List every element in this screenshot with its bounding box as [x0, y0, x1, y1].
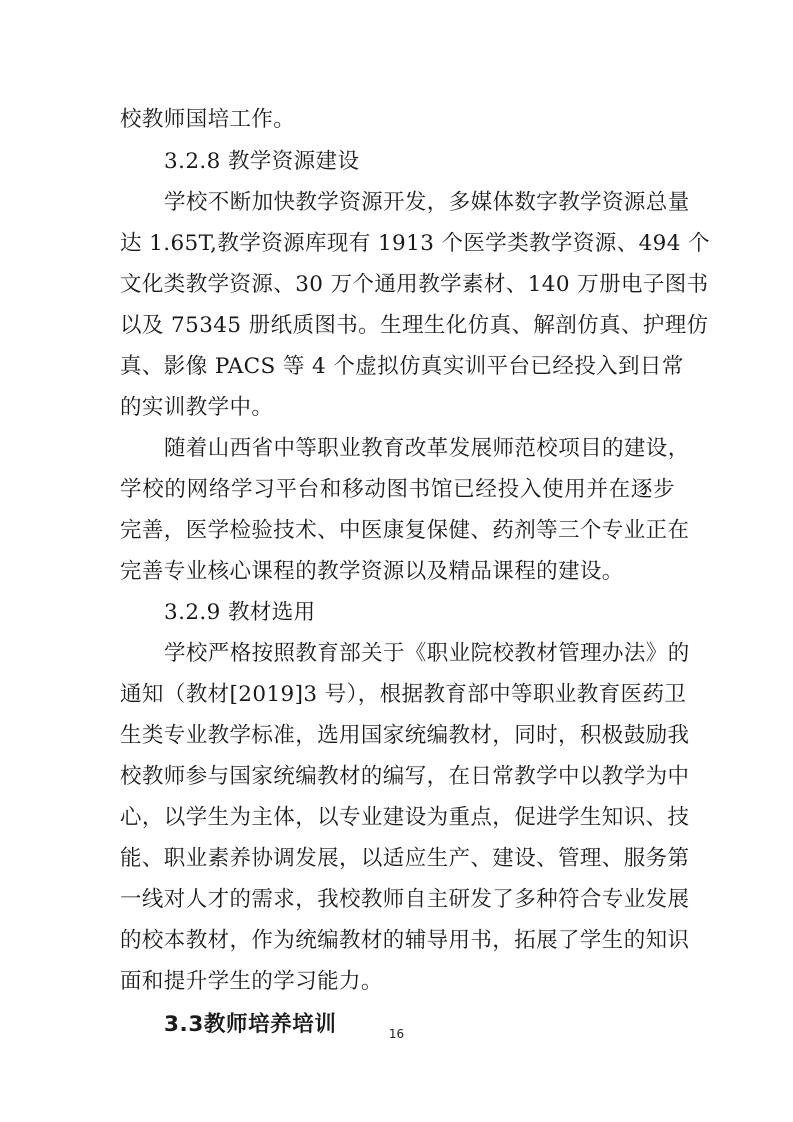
paragraph-line: 随着山西省中等职业教育改革发展师范校项目的建设， [164, 436, 690, 461]
paragraph-line: 的校本教材，作为统编教材的辅导用书，拓展了学生的知识 [120, 928, 690, 953]
paragraph-line: 完善，医学检验技术、中医康复保健、药剂等三个专业正在 [120, 518, 690, 543]
paragraph-line: 的实训教学中。 [120, 395, 274, 420]
paragraph-line: 面和提升学生的学习能力。 [120, 969, 383, 994]
paragraph-line: 通知（教材[2019]3 号），根据教育部中等职业教育医药卫 [120, 682, 687, 707]
page-number: 16 [388, 1027, 405, 1041]
paragraph-line: 学校不断加快教学资源开发，多媒体数字教学资源总量 [164, 190, 690, 215]
section-heading-3-3: 3.3教师培养培训 [164, 1012, 337, 1037]
paragraph-line: 心，以学生为主体，以专业建设为重点，促进学生知识、技 [120, 805, 690, 830]
paragraph-line: 能、职业素养协调发展，以适应生产、建设、管理、服务第 [120, 846, 690, 871]
paragraph-line: 生类专业教学标准，选用国家统编教材，同时，积极鼓励我 [120, 723, 690, 748]
paragraph-line: 校教师国培工作。 [120, 107, 296, 132]
paragraph-line: 文化类教学资源、30 万个通用教学素材、140 万册电子图书 [120, 272, 709, 297]
paragraph-line: 学校严格按照教育部关于《职业院校教材管理办法》的 [164, 641, 690, 666]
paragraph-line: 完善专业核心课程的教学资源以及精品课程的建设。 [120, 559, 624, 584]
paragraph-line: 校教师参与国家统编教材的编写，在日常教学中以教学为中 [120, 764, 690, 789]
paragraph-line: 学校的网络学习平台和移动图书馆已经投入使用并在逐步 [120, 477, 675, 502]
paragraph-line: 以及 75345 册纸质图书。生理生化仿真、解剖仿真、护理仿 [120, 313, 709, 338]
subsection-heading-3-2-9: 3.2.9 教材选用 [164, 600, 316, 625]
subsection-heading-3-2-8: 3.2.8 教学资源建设 [164, 149, 360, 174]
paragraph-line: 一线对人才的需求，我校教师自主研发了多种符合专业发展 [120, 887, 690, 912]
paragraph-line: 真、影像 PACS 等 4 个虚拟仿真实训平台已经投入到日常 [120, 354, 684, 379]
paragraph-line: 达 1.65T,教学资源库现有 1913 个医学类教学资源、494 个 [120, 231, 710, 256]
